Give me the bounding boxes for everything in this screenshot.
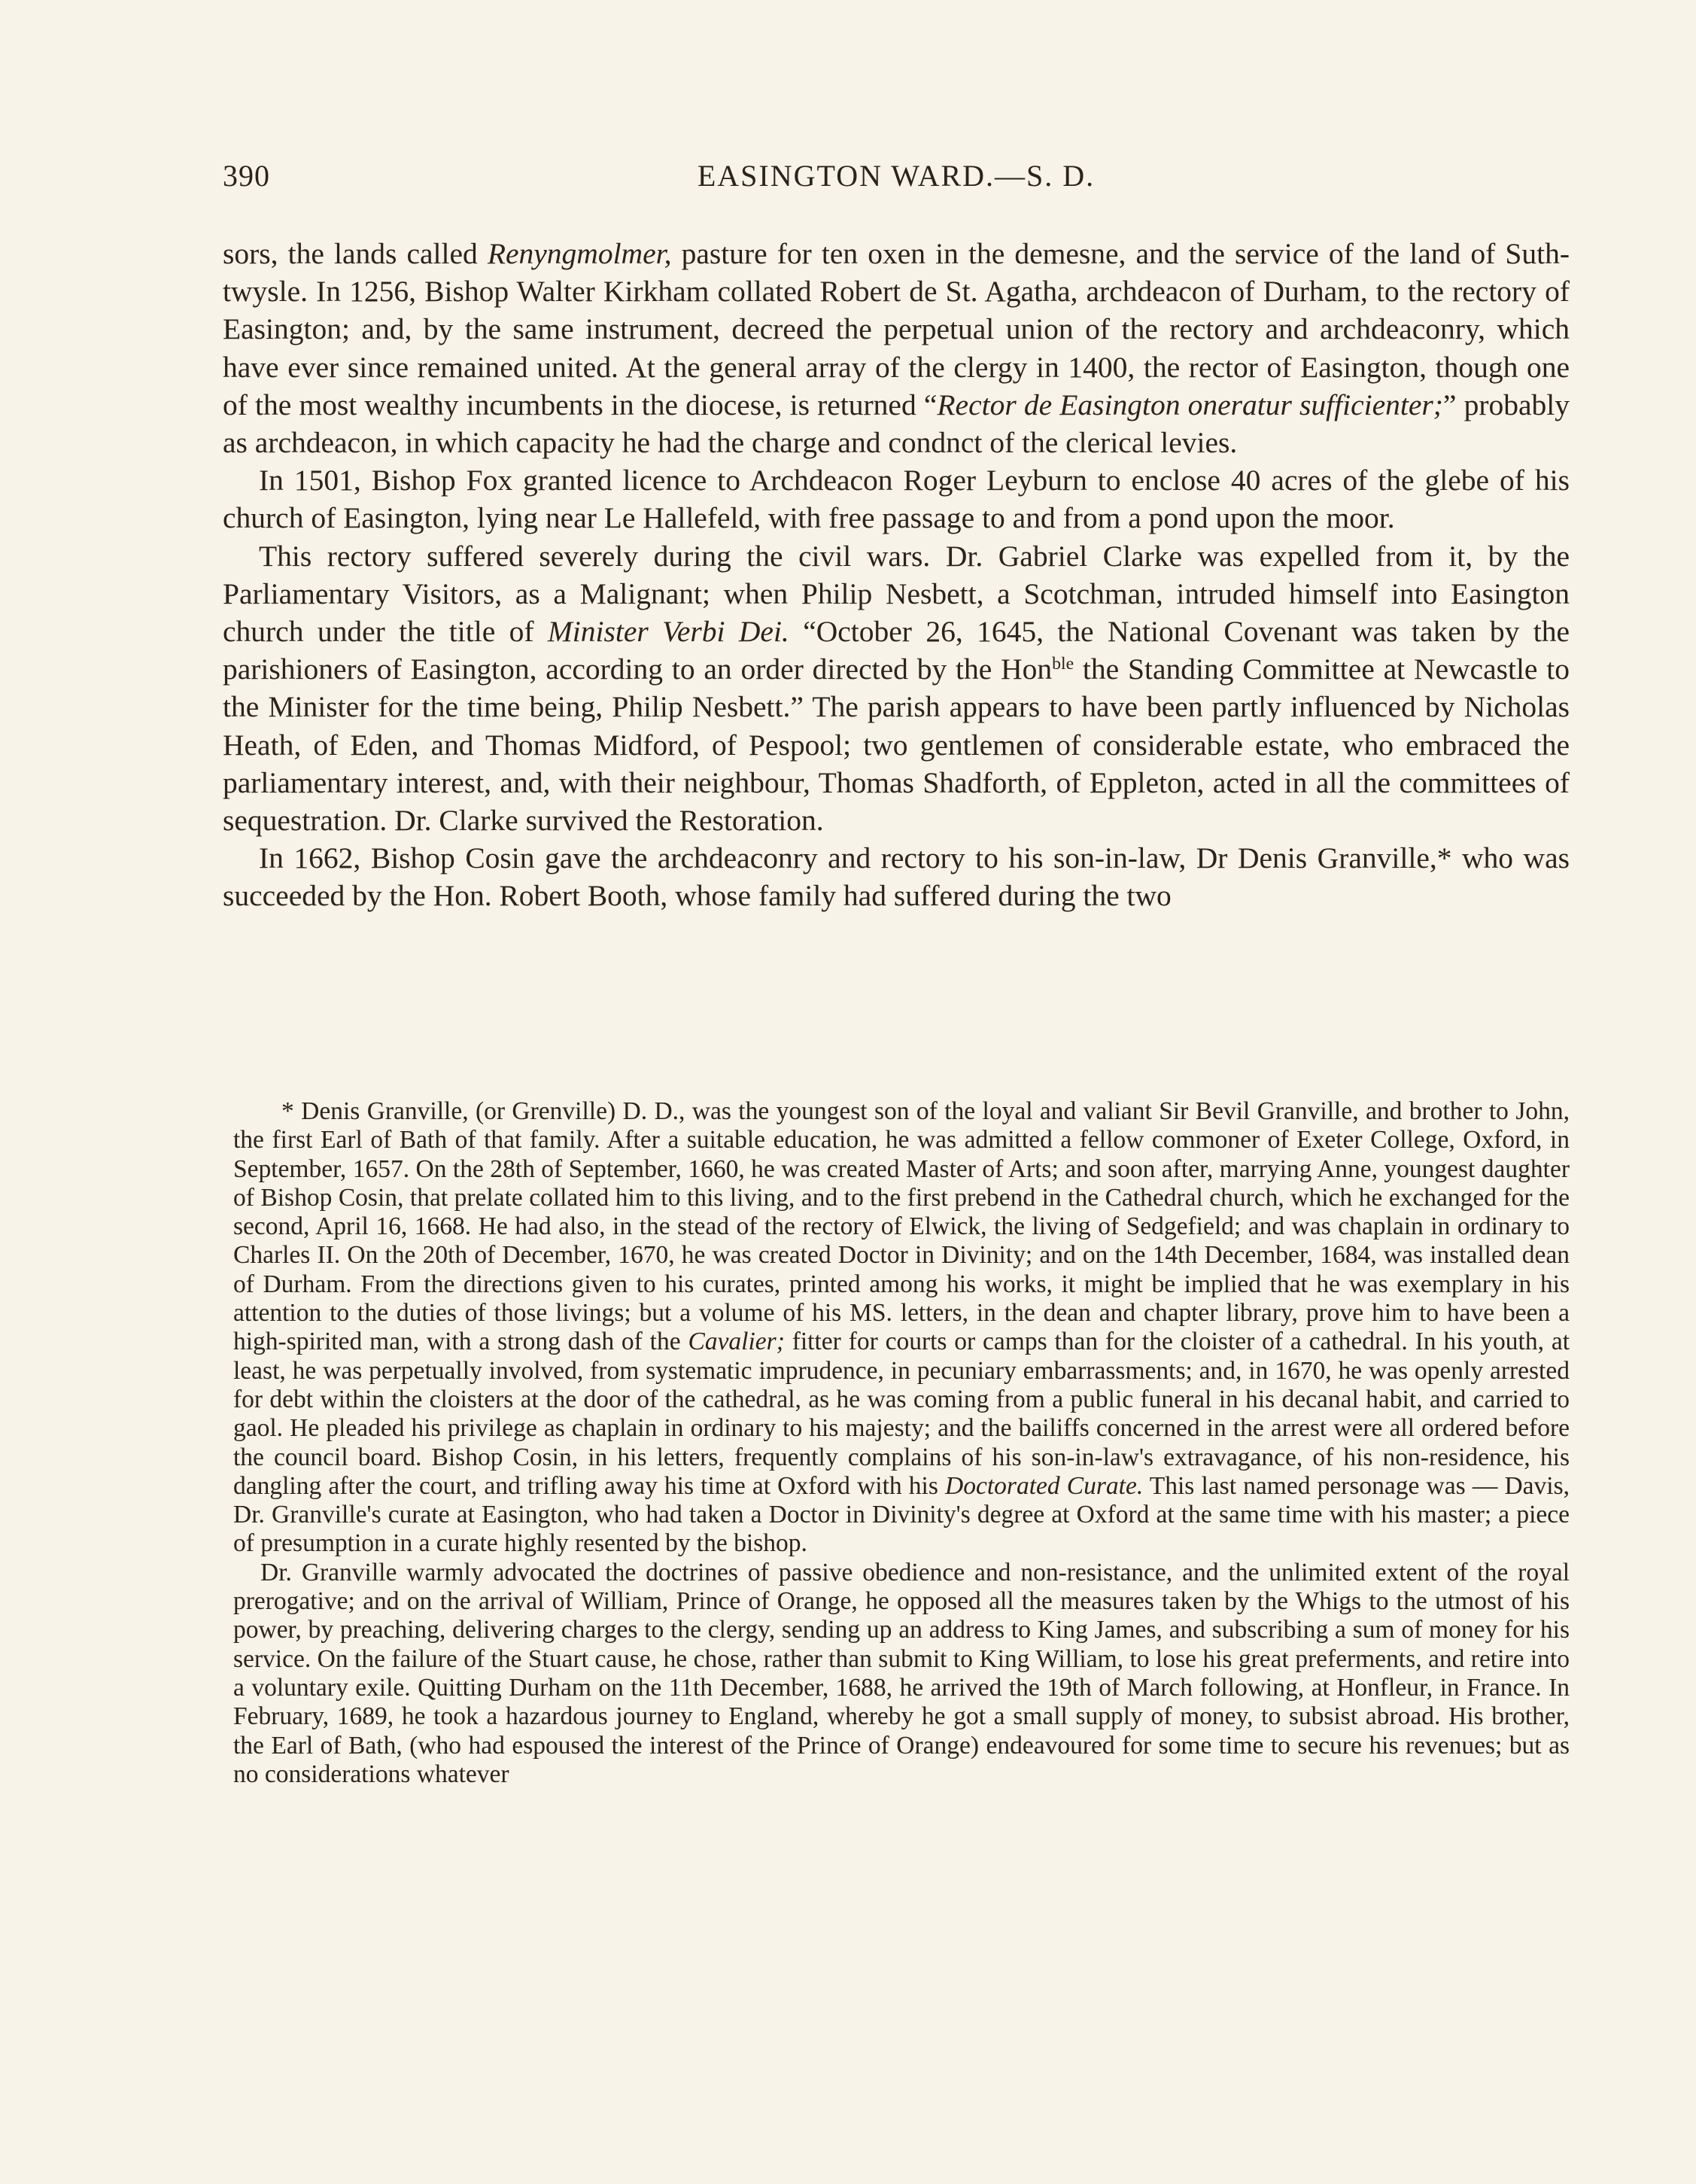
paragraph-3-text-a: This rectory suffered severely during the civil wars. Dr. Gabriel Clarke was expelled from it, by the Parliamentary Visitors, as a Malignant; when Philip Nesbett, a Scotchman, intruded himself into Easington church under the title of bbox=[223, 539, 1570, 649]
footnote-1-italic-a: Cavalier; bbox=[688, 1328, 785, 1356]
paragraph-3 bbox=[223, 537, 1570, 840]
footnotes bbox=[233, 1097, 1570, 1789]
footnote-1 bbox=[233, 1097, 1570, 1559]
footnote-1-italic-b: Doctorated Curate. bbox=[945, 1471, 1144, 1500]
paragraph-1-text-a: sors, the lands called bbox=[223, 237, 488, 270]
paragraph-2: In 1501, Bishop Fox granted licence to Archdeacon Roger Leyburn to enclose 40 acres of the glebe of his church of Easington, lying near Le Hallefeld, with free passage to and from a pond upon the moor. bbox=[223, 464, 1570, 535]
page-number: 390 bbox=[223, 159, 270, 193]
paragraph-1-italic-a: Renyngmolmer, bbox=[487, 237, 672, 270]
footnote-1-text-c: This last named personage was — Davis, Dr. Granville's curate at Easington, who had taken a Doctor in Divinity's degree at Oxford at the same time with his master; a piece of presumption in a curate highly resented by the bishop. bbox=[233, 1471, 1570, 1558]
paragraph-1-italic-b: Rector de Easington oneratur sufficienter; bbox=[937, 388, 1443, 421]
footnote-1-text-b: fitter for courts or camps than for the cloister of a cathedral. In his youth, at least, he was perpetually involved, from systematic imprudence, in pecuniary embarrassments; and, in 1670, he was openly arrested for debt within the cloisters at the door of the cathedral, as he was coming from a public funeral in his decanal habit, and carried to gaol. He pleaded his privilege as chaplain in ordinary to his majesty; and the bailiffs concerned in the arrest were all ordered before the council board. Bishop Cosin, in his letters, frequently complains of his son-in-law's extravagance, of his non-residence, his dangling after the court, and trifling away his time at Oxford with his bbox=[233, 1328, 1570, 1500]
superscript: ble bbox=[1052, 654, 1074, 674]
paragraph-3-text-b: “October 26, 1645, the National Covenant was taken by the parishioners of Easington, according to an order directed by the Hon bbox=[223, 615, 1570, 686]
paragraph-3-italic: Minister Verbi Dei. bbox=[547, 615, 789, 649]
running-head: EASINGTON WARD.—S. D. bbox=[697, 159, 1096, 193]
paragraph-1-text-b: pasture for ten oxen in the demesne, and the service of the land of Suth-twysle. In 1256, Bishop Walter Kirkham collated Robert de St. Agatha, archdeacon of Durham, to the rectory of Easington; and, by the same instrument, decreed the perpetual union of the rectory and archdeaconry, which have ever since remained united. At the general array of the clergy in 1400, the rector of Easington, though one of the most wealthy incumbents in the diocese, is returned “ bbox=[223, 237, 1570, 421]
footnote-1-text-a: * Denis Granville, (or Grenville) D. D., was the youngest son of the loyal and valiant Sir Bevil Granville, and brother to John, the first Earl of Bath of that family. After a suitable education, he was admitted a fellow commoner of Exeter College, Oxford, in September, 1657. On the 28th of September, 1660, he was created Master of Arts; and soon after, marrying Anne, youngest daughter of Bishop Cosin, that prelate collated him to this living, and to the first prebend in the Cathedral church, which he exchanged for the second, April 16, 1668. He had also, in the stead of the rectory of Elwick, the living of Sedgefield; and was chaplain in ordinary to Charles II. On the 20th of December, 1670, he was created Doctor in Divinity; and on the 14th December, 1684, was installed dean of Durham. From the directions given to his curates, printed among his works, it might be implied that he was exemplary in his attention to the duties of those livings; but a volume of his MS. letters, in the dean and chapter library, prove him to have been a high-spirited man, with a strong dash of the bbox=[233, 1097, 1570, 1356]
paragraph-4: In 1662, Bishop Cosin gave the archdeaconry and rectory to his son-in-law, Dr Denis Granville,* who was succeeded by the Hon. Robert Booth, whose family had suffered during the two bbox=[223, 841, 1570, 913]
paragraph-1 bbox=[223, 235, 1570, 461]
paragraph-3-text-c: the Standing Committee at Newcastle to the Minister for the time being, Philip Nesbett.” The parish appears to have been partly influenced by Nicholas Heath, of Eden, and Thomas Midford, of Pespool; two gentlemen of considerable estate, who embraced the parliamentary interest, and, with their neighbour, Thomas Shadforth, of Eppleton, acted in all the committees of sequestration. Dr. Clarke survived the Restoration. bbox=[223, 652, 1570, 838]
paragraph-1-text-c: ” probably as archdeacon, in which capacity he had the charge and condnct of the clerical levies. bbox=[223, 388, 1570, 460]
footnote-continuation: Dr. Granville warmly advocated the doctrines of passive obedience and non-resistance, and the unlimited extent of the royal prerogative; and on the arrival of William, Prince of Orange, he opposed all the measures taken by the Whigs to the utmost of his power, by preaching, delivering charges to the clergy, sending up an address to King James, and subscribing a sum of money for his service. On the failure of the Stuart cause, he chose, rather than submit to King William, to lose his great preferments, and retire into a voluntary exile. Quitting Durham on the 11th December, 1688, he arrived the 19th of March following, at Honfleur, in France. In February, 1689, he took a hazardous journey to England, whereby he got a small supply of money, to subsist abroad. His brother, the Earl of Bath, (who had espoused the interest of the Prince of Orange) endeavoured for some time to secure his revenues; but as no considerations whatever bbox=[233, 1558, 1570, 1788]
main-text bbox=[223, 235, 1570, 915]
page-header bbox=[223, 158, 1570, 203]
